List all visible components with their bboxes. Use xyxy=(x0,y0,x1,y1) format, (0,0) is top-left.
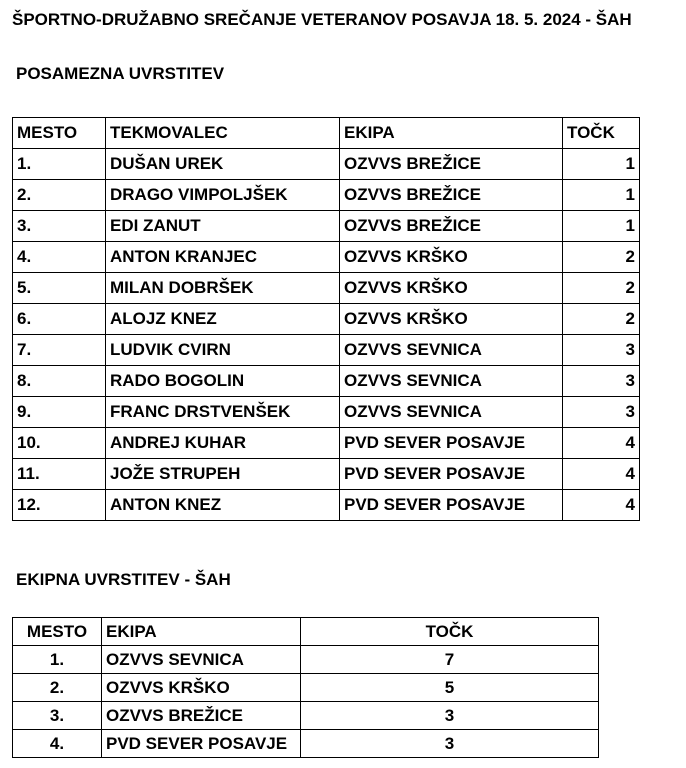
table-row xyxy=(13,149,640,180)
cell-ekipa: OZVVS BREŽICE xyxy=(340,180,563,211)
cell-ekipa: OZVVS KRŠKO xyxy=(340,242,563,273)
cell-tock: 4 xyxy=(563,428,640,459)
cell-mesto: 10. xyxy=(13,428,106,459)
column-header-ekipa: EKIPA xyxy=(340,118,563,149)
cell-mesto: 11. xyxy=(13,459,106,490)
cell-tock: 3 xyxy=(301,702,599,730)
column-header-mesto: MESTO xyxy=(13,618,102,646)
table-row xyxy=(13,273,640,304)
cell-mesto: 1. xyxy=(13,646,102,674)
cell-tekmovalec: DUŠAN UREK xyxy=(106,149,340,180)
cell-tekmovalec: ANTON KRANJEC xyxy=(106,242,340,273)
cell-tekmovalec: EDI ZANUT xyxy=(106,211,340,242)
cell-tock: 3 xyxy=(301,730,599,758)
cell-ekipa: OZVVS SEVNICA xyxy=(340,335,563,366)
cell-ekipa: OZVVS KRŠKO xyxy=(102,674,301,702)
table-row xyxy=(13,730,599,758)
cell-tekmovalec: MILAN DOBRŠEK xyxy=(106,273,340,304)
cell-mesto: 12. xyxy=(13,490,106,521)
cell-ekipa: OZVVS BREŽICE xyxy=(102,702,301,730)
cell-ekipa: OZVVS SEVNICA xyxy=(340,397,563,428)
column-header-mesto: MESTO xyxy=(13,118,106,149)
cell-ekipa: OZVVS KRŠKO xyxy=(340,304,563,335)
table-header-row xyxy=(13,118,640,149)
cell-ekipa: OZVVS SEVNICA xyxy=(340,366,563,397)
cell-tock: 5 xyxy=(301,674,599,702)
column-header-tekmovalec: TEKMOVALEC xyxy=(106,118,340,149)
table-row xyxy=(13,428,640,459)
cell-tekmovalec: JOŽE STRUPEH xyxy=(106,459,340,490)
column-header-tock: TOČK xyxy=(301,618,599,646)
cell-tock: 4 xyxy=(563,459,640,490)
cell-mesto: 6. xyxy=(13,304,106,335)
table-row xyxy=(13,490,640,521)
table-row xyxy=(13,366,640,397)
individual-ranking-table xyxy=(12,117,640,521)
cell-mesto: 2. xyxy=(13,180,106,211)
cell-tekmovalec: ANTON KNEZ xyxy=(106,490,340,521)
cell-ekipa: PVD SEVER POSAVJE xyxy=(340,459,563,490)
cell-tock: 1 xyxy=(563,149,640,180)
cell-mesto: 1. xyxy=(13,149,106,180)
page-title: ŠPORTNO-DRUŽABNO SREČANJE VETERANOV POSAVJA 18. 5. 2024 - ŠAH xyxy=(12,10,632,29)
cell-ekipa: OZVVS BREŽICE xyxy=(340,211,563,242)
team-heading: EKIPNA UVRSTITEV - ŠAH xyxy=(16,570,231,589)
cell-tekmovalec: RADO BOGOLIN xyxy=(106,366,340,397)
cell-tock: 3 xyxy=(563,366,640,397)
cell-tekmovalec: ANDREJ KUHAR xyxy=(106,428,340,459)
cell-tock: 2 xyxy=(563,273,640,304)
cell-mesto: 8. xyxy=(13,366,106,397)
cell-tock: 7 xyxy=(301,646,599,674)
table-row xyxy=(13,211,640,242)
table-row xyxy=(13,242,640,273)
cell-tock: 1 xyxy=(563,180,640,211)
cell-mesto: 4. xyxy=(13,242,106,273)
cell-mesto: 7. xyxy=(13,335,106,366)
cell-ekipa: OZVVS SEVNICA xyxy=(102,646,301,674)
team-ranking-table xyxy=(12,617,599,758)
column-header-tock: TOČK xyxy=(563,118,640,149)
table-row xyxy=(13,335,640,366)
cell-tekmovalec: FRANC DRSTVENŠEK xyxy=(106,397,340,428)
table-row xyxy=(13,702,599,730)
individual-heading: POSAMEZNA UVRSTITEV xyxy=(16,64,225,83)
cell-tock: 3 xyxy=(563,397,640,428)
cell-mesto: 9. xyxy=(13,397,106,428)
cell-mesto: 3. xyxy=(13,211,106,242)
table-row xyxy=(13,397,640,428)
cell-tekmovalec: DRAGO VIMPOLJŠEK xyxy=(106,180,340,211)
cell-mesto: 4. xyxy=(13,730,102,758)
cell-ekipa: PVD SEVER POSAVJE xyxy=(102,730,301,758)
cell-mesto: 2. xyxy=(13,674,102,702)
cell-mesto: 3. xyxy=(13,702,102,730)
cell-ekipa: PVD SEVER POSAVJE xyxy=(340,490,563,521)
table-row xyxy=(13,646,599,674)
cell-tock: 2 xyxy=(563,242,640,273)
cell-tock: 2 xyxy=(563,304,640,335)
cell-ekipa: PVD SEVER POSAVJE xyxy=(340,428,563,459)
cell-tock: 4 xyxy=(563,490,640,521)
cell-tock: 1 xyxy=(563,211,640,242)
cell-ekipa: OZVVS KRŠKO xyxy=(340,273,563,304)
table-header-row xyxy=(13,618,599,646)
table-row xyxy=(13,459,640,490)
cell-tekmovalec: ALOJZ KNEZ xyxy=(106,304,340,335)
cell-mesto: 5. xyxy=(13,273,106,304)
table-row xyxy=(13,304,640,335)
table-row xyxy=(13,180,640,211)
cell-ekipa: OZVVS BREŽICE xyxy=(340,149,563,180)
cell-tekmovalec: LUDVIK CVIRN xyxy=(106,335,340,366)
column-header-ekipa: EKIPA xyxy=(102,618,301,646)
table-row xyxy=(13,674,599,702)
cell-tock: 3 xyxy=(563,335,640,366)
